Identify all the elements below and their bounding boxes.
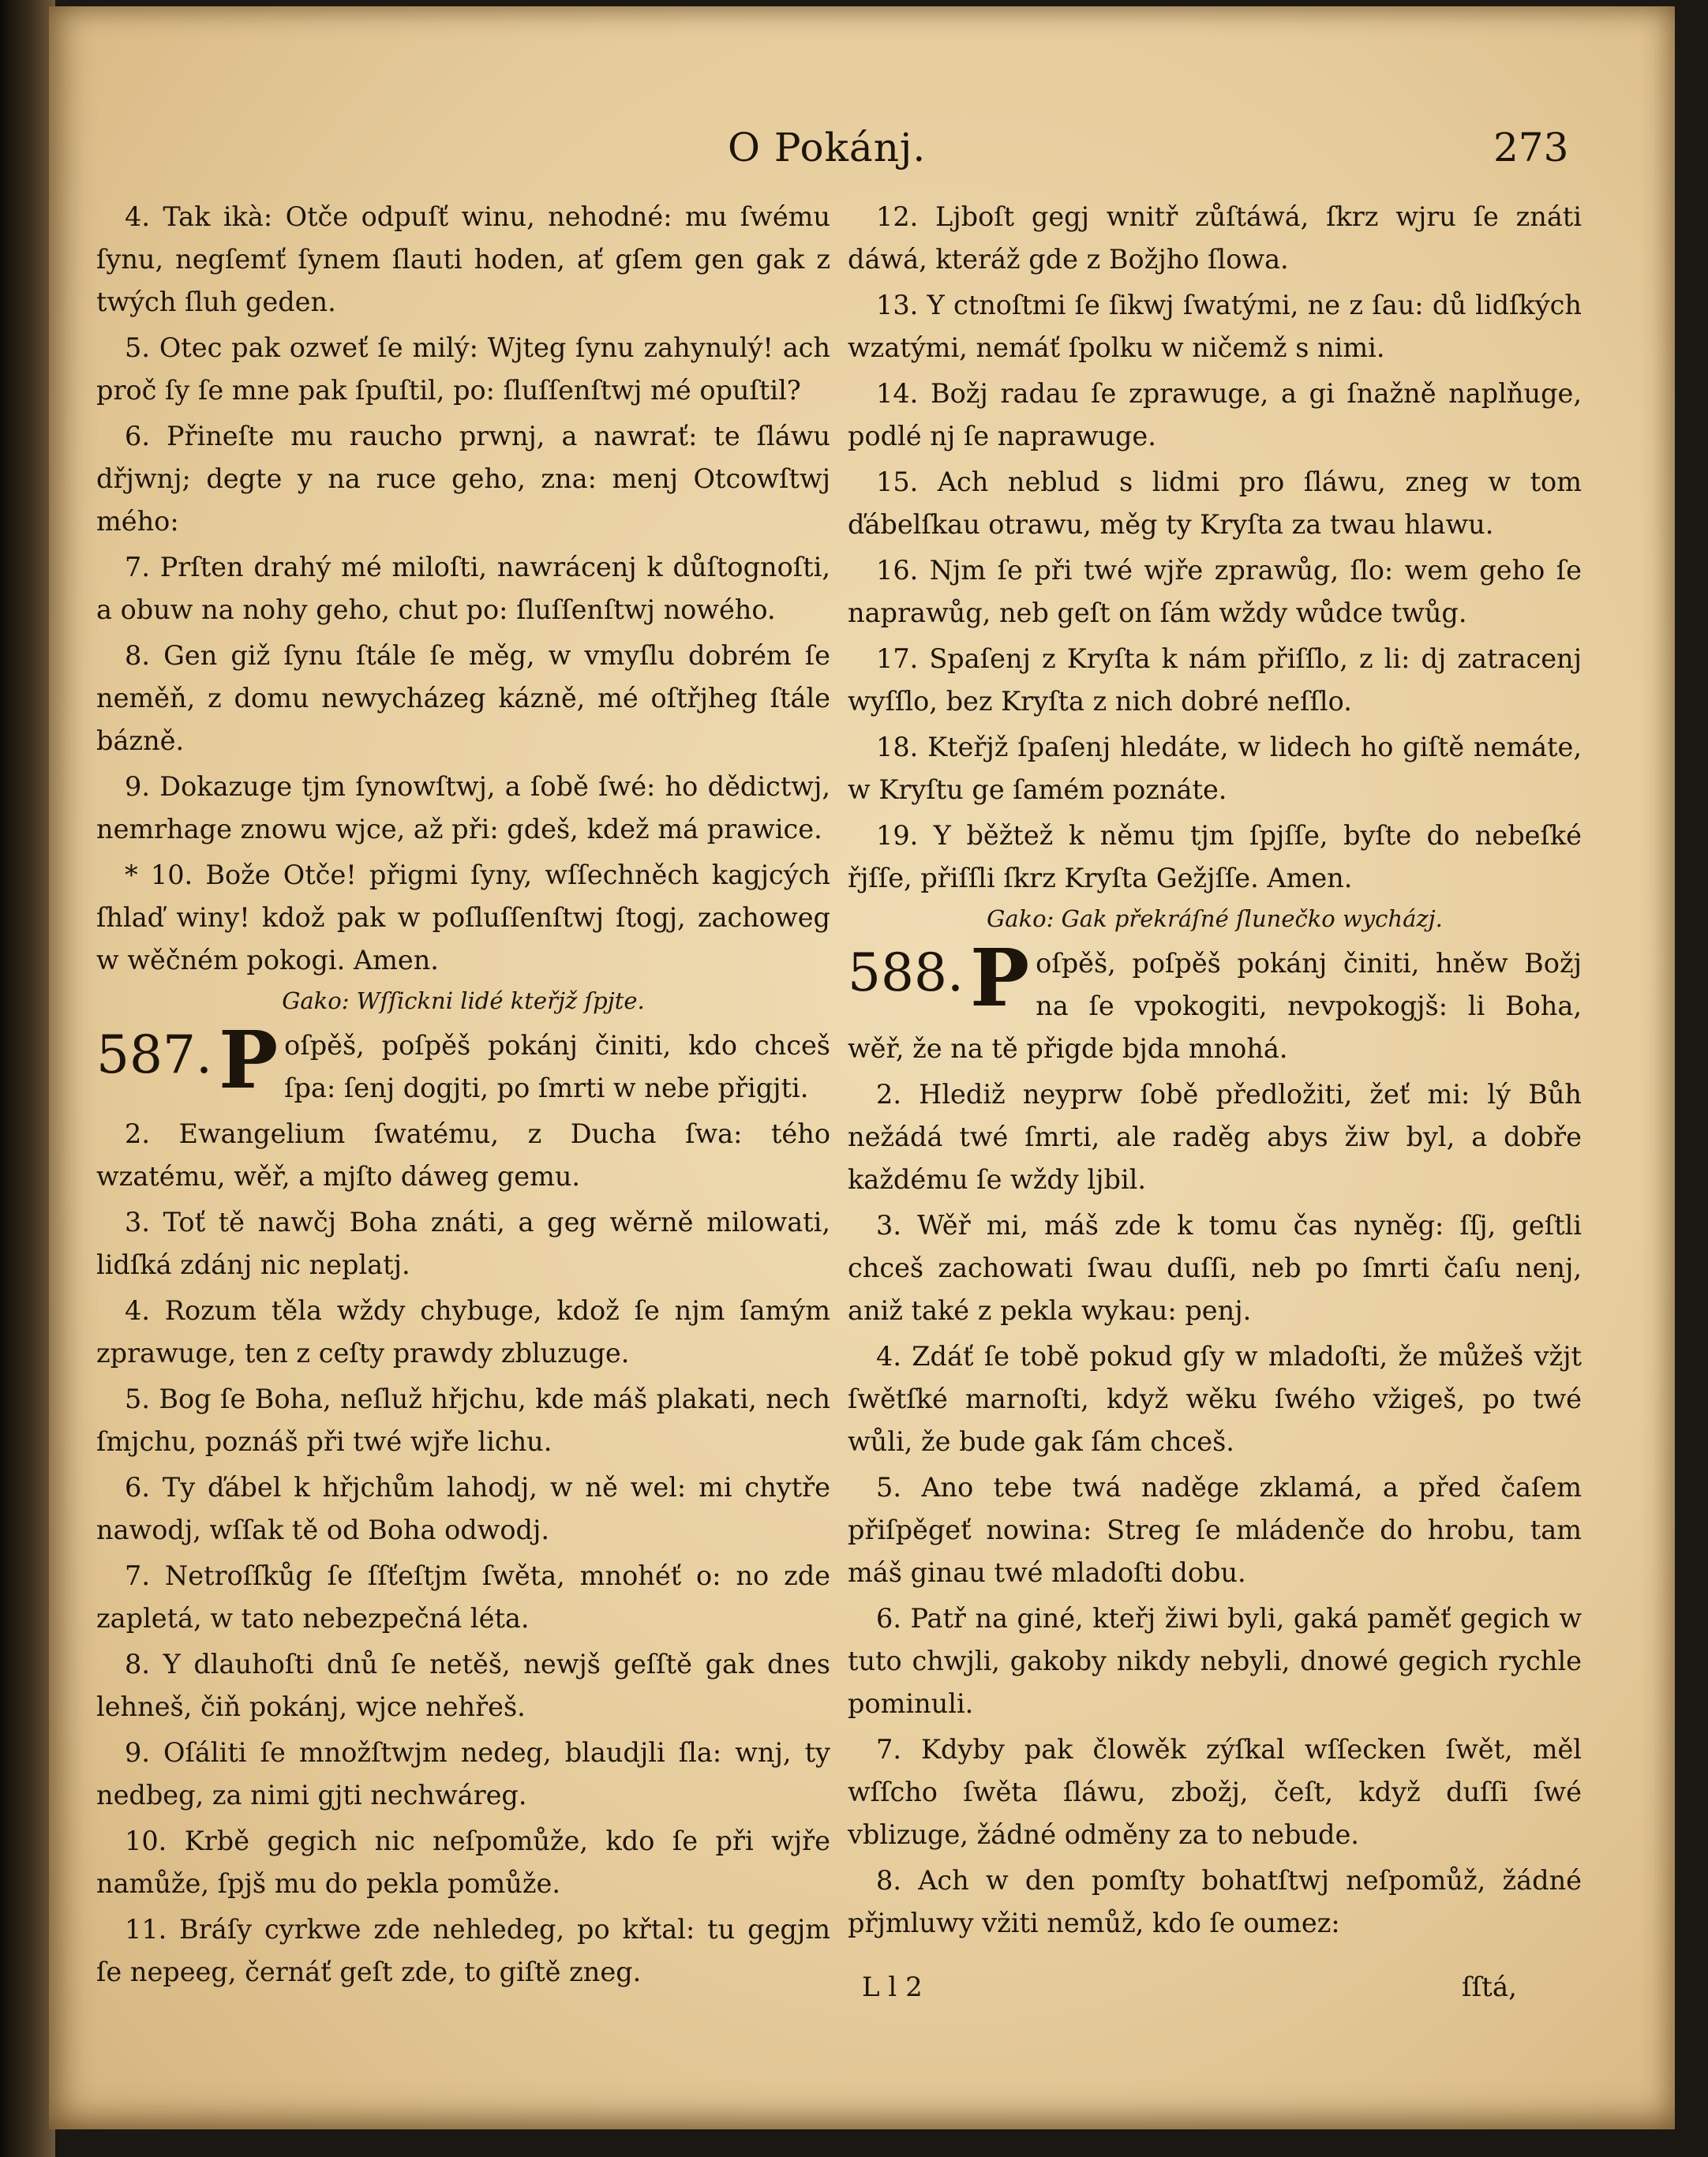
stanza: 5. Bog ſe Boha, neſluž hřjchu, kde máš plakati, nech ſmjchu, poznáš při twé wjře lichu.	[96, 1384, 830, 1457]
stanza: 8. Gen giž ſynu ſtále ſe měg, w vmyſlu dobrém ſe neměň, z domu newycházeg kázně, mé oſtřjheg ſtále bázně.	[96, 640, 830, 756]
hymn-first-stanza: oſpěš, poſpěš pokánj činiti, hněw Božj na ſe vpokogiti, nevpokogjš: li Boha, wěř, že na tě přigde bjda mnohá.	[848, 948, 1582, 1064]
tune-indication: Gako: Wſſickni lidé kteřjž ſpjte.	[282, 987, 645, 1014]
running-header	[49, 125, 1675, 180]
stanza: 12. Ljboſt gegj wnitř zůſtáwá, ſkrz wjru ſe znáti dáwá, kteráž gde z Božjho ſlowa.	[848, 201, 1582, 275]
page-footer	[49, 1972, 1675, 2019]
stanza: 3. Toť tě nawčj Boha znáti, a geg wěrně milowati, lidſká zdánj nic neplatj.	[96, 1207, 830, 1280]
left-column	[96, 196, 830, 1997]
stanza: 5. Ano tebe twá naděge zklamá, a před čaſem přiſpěgeť nowina: Streg ſe mládenče do hrobu, tam máš ginau twé mladoſti dobu.	[848, 1472, 1582, 1588]
stanza: 8. Y dlauhoſti dnů ſe netěš, newjš geſſtě gak dnes lehneš, čiň pokánj, wjce nehřeš.	[96, 1649, 830, 1722]
stanza: 5. Otec pak ozweť ſe milý: Wjteg ſynu zahynulý! ach proč ſy ſe mne pak ſpuſtil, po: ſluſſenſtwj mé opuſtil?	[96, 332, 830, 406]
book-page	[49, 6, 1675, 2129]
hymn-number: 587.	[96, 1024, 212, 1085]
stanza: 4. Tak ikà: Otče odpuſť winu, nehodné: mu ſwému ſynu, negſemť ſynem ſlauti hoden, ať gſem gen gak z twých ſluh geden.	[96, 201, 830, 317]
drop-cap: P	[218, 1024, 279, 1107]
page-number: 273	[1493, 125, 1569, 170]
stanza: 7. Prſten drahý mé miloſti, nawrácenj k důſtognoſti, a obuw na nohy geho, chut po: ſluſſenſtwj nowého.	[96, 552, 830, 625]
catchword: ſſtá,	[1462, 1972, 1517, 2003]
hymn-587-start	[96, 1024, 830, 1110]
stanza: 7. Kdyby pak člowěk zýſkal wſſecken ſwět, měl wſſcho ſwěta ſláwu, zbožj, čeſt, když duſſi ſwé vblizuge, žádné odměny za to nebude.	[848, 1734, 1582, 1850]
stanza: 11. Bráſy cyrkwe zde nehledeg, po křtal: tu gegjm ſe nepeeg, černáť geſt zde, to giſtě zneg.	[96, 1914, 830, 1987]
stanza: 6. Patř na giné, kteřj žiwi byli, gaká paměť gegich w tuto chwjli, gakoby nikdy nebyli, dnowé gegich rychle pominuli.	[848, 1603, 1582, 1719]
page-title: O Pokánj.	[728, 125, 927, 170]
hymn-number: 588.	[848, 942, 964, 1003]
stanza: 14. Božj radau ſe zprawuge, a gi ſnažně naplňuge, podlé nj ſe naprawuge.	[848, 378, 1582, 451]
stanza: 3. Wěř mi, máš zde k tomu čas nyněg: ſſj, geſtli chceš zachowati ſwau duſſi, neb po ſmrti čaſu nenj, aniž také z pekla wykau: penj.	[848, 1210, 1582, 1326]
stanza: 17. Spaſenj z Kryſta k nám přiſſlo, z li: dj zatracenj wyſſlo, bez Kryſta z nich dobré neſſlo.	[848, 643, 1582, 717]
stanza: 8. Ach w den pomſty bohatſtwj neſpomůž, žádné přjmluwy vžiti nemůž, kdo ſe oumez:	[848, 1865, 1582, 1938]
drop-cap: P	[969, 942, 1030, 1024]
stanza: 6. Ty ďábel k hřjchům lahodj, w ně wel: mi chytře nawodj, wſſak tě od Boha odwodj.	[96, 1472, 830, 1545]
tune-indication: Gako: Gak překráſné ſlunečko wycházj.	[987, 905, 1443, 932]
stanza: 10. Krbě gegich nic neſpomůže, kdo ſe při wjře namůže, ſpjš mu do pekla pomůže.	[96, 1826, 830, 1899]
stanza: * 10. Bože Otče! přigmi ſyny, wſſechněch kagjcých ſhlaď winy! kdož pak w poſluſſenſtwj ſtogj, zachoweg w wěčném pokogi. Amen.	[96, 859, 830, 976]
stanza: 7. Netroſſkůg ſe ſſťeſtjm ſwěta, mnohéť o: no zde zapletá, w tato nebezpečná léta.	[96, 1560, 830, 1634]
signature-mark: L l 2	[862, 1972, 923, 2003]
stanza: 16. Njm ſe při twé wjře zprawůg, ſlo: wem geho ſe naprawůg, neb geſt on ſám wždy wůdce twůg.	[848, 555, 1582, 628]
stanza: 9. Oſáliti ſe množſtwjm nedeg, blaudjli ſla: wnj, ty nedbeg, za nimi gjti nechwáreg.	[96, 1737, 830, 1811]
hymn-588-start	[848, 942, 1582, 1070]
stanza: 6. Přineſte mu raucho prwnj, a nawrať: te ſláwu dřjwnj; degte y na ruce geho, zna: menj Otcowſtwj mého:	[96, 421, 830, 537]
stanza: 18. Kteřjž ſpaſenj hledáte, w lidech ho giſtě nemáte, w Kryſtu ge ſamém poznáte.	[848, 732, 1582, 805]
stanza: 2. Hlediž neyprw ſobě předložiti, žeť mi: lý Bůh nežádá twé ſmrti, ale raděg abys žiw byl, a dobře každému ſe wždy ljbil.	[848, 1079, 1582, 1195]
stanza: 2. Ewangelium ſwatému, z Ducha ſwa: tého wzatému, wěř, a mjſto dáweg gemu.	[96, 1118, 830, 1192]
hymn-first-stanza: oſpěš, poſpěš pokánj činiti, kdo chceš ſpa: ſenj dogjti, po ſmrti w nebe přigjti.	[284, 1030, 830, 1103]
stanza: 4. Zdáť ſe tobě pokud gſy w mladoſti, že můžeš vžjt ſwětſké marnoſti, když wěku ſwého vžigeš, po twé wůli, že bude gak ſám chceš.	[848, 1341, 1582, 1457]
stanza: 13. Y ctnoſtmi ſe ſikwj ſwatými, ne z ſau: dů lidſkých wzatými, nemáť ſpolku w ničemž s nimi.	[848, 290, 1582, 363]
stanza: 15. Ach neblud s lidmi pro ſláwu, zneg w tom ďábelſkau otrawu, měg ty Kryſta za twau hlawu.	[848, 466, 1582, 540]
stanza: 19. Y běžtež k němu tjm ſpjſſe, byſte do nebeſké řjſſe, přiſſli ſkrz Kryſta Gežjſſe. Amen.	[848, 820, 1582, 893]
right-column	[848, 196, 1582, 1948]
book-spine-shadow	[0, 0, 55, 2157]
stanza: 4. Rozum těla wždy chybuge, kdož ſe njm ſamým zprawuge, ten z ceſty prawdy zbluzuge.	[96, 1295, 830, 1369]
stanza: 9. Dokazuge tjm ſynowſtwj, a ſobě ſwé: ho dědictwj, nemrhage znowu wjce, až při: gdeš, kdež má prawice.	[96, 771, 830, 844]
